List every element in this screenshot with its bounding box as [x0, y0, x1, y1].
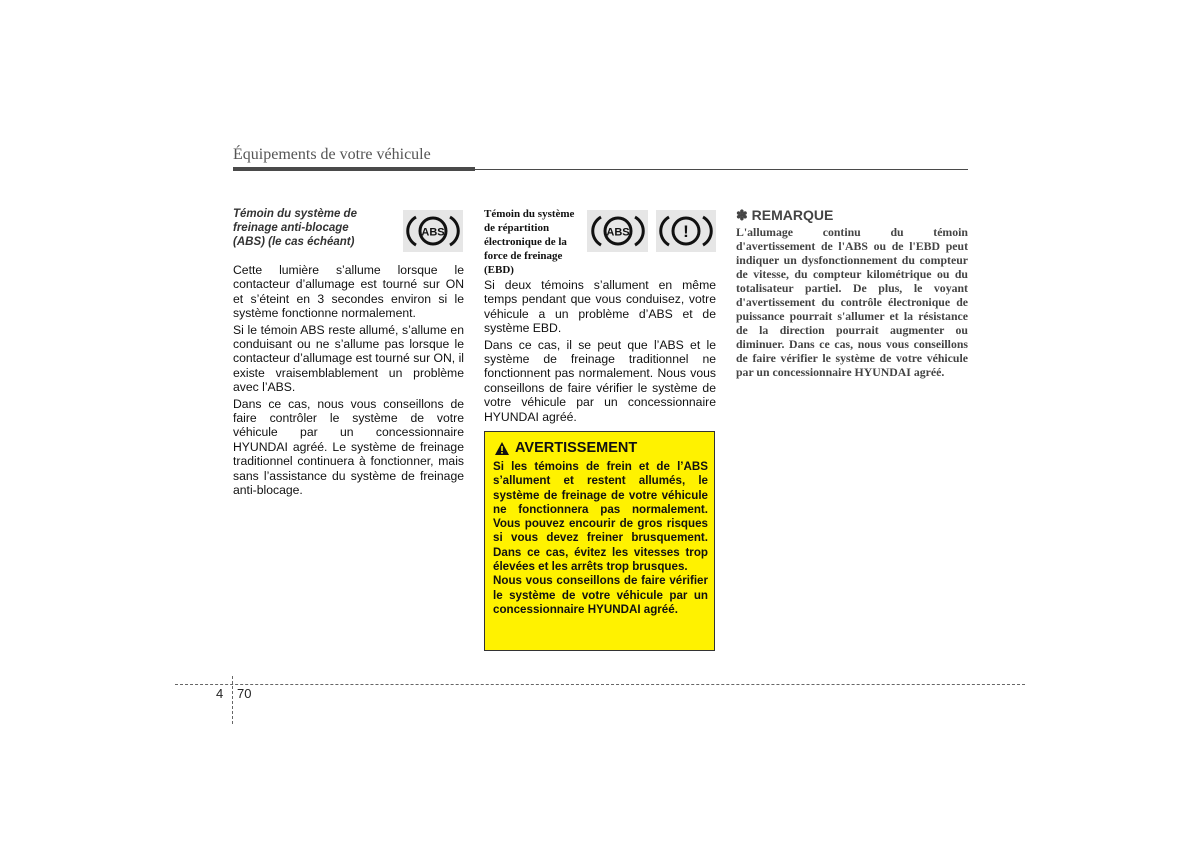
abs-heading: Témoin du système de freinage anti-blocage (ABS) (le cas échéant)	[233, 208, 357, 248]
ebd-paragraph-2: Dans ce cas, il se peut que l’ABS et le système de freinage traditionnel ne fonctionnent pas normalement. Nous vous conseillons de faire vérifier le système de votre véhicule par un concessionnaire HYUNDAI agréé.	[484, 337, 716, 424]
abs-section	[233, 207, 464, 500]
warning-text	[493, 460, 708, 617]
ebd-paragraph-1: Si deux témoins s’allument en même temps pendant que vous conduisez, votre véhicule a un problème d’ABS et de système EBD.	[484, 278, 716, 336]
brake-warning-icon-label: !	[683, 222, 689, 241]
abs-paragraph-3: Dans ce cas, nous vous conseillons de faire contrôler le système de votre véhicule par un concessionnaire HYUNDAI agréé. Le système de freinage traditionnel continuera à fonctionner, mais sans l’assistance du système de freinage anti-blocage.	[233, 396, 464, 498]
page-number: 70	[237, 686, 252, 701]
abs-paragraph-2: Si le témoin ABS reste allumé, s’allume en conduisant ou ne s’allume pas lorsque le contacteur d’allumage est tourné sur ON, il existe vraisemblablement un problème avec l’ABS.	[233, 322, 464, 395]
footer-rule	[175, 684, 1025, 685]
ebd-section	[484, 207, 716, 426]
warning-header	[495, 440, 637, 456]
note-title: ✽ REMARQUE	[736, 207, 834, 223]
warning-box	[484, 431, 715, 651]
note-text: L'allumage continu du témoin d'avertissement de l'ABS ou de l'EBD peut indiquer un dysfonctionnement du compteur de vitesse, du compteur kilométrique ou du totalisateur partiel. De plus, le voyant d'avertissement du contrôle électronique de puissance pourrait s'allumer et la résistance de la direction pourrait augmenter ou diminuer. Dans ce cas, nous vous conseillons de faire vérifier le système de votre véhicule par un concessionnaire HYUNDAI agréé.	[736, 225, 968, 379]
chapter-number: 4	[216, 686, 224, 701]
warning-triangle-icon	[495, 442, 509, 455]
warning-paragraph-2: Nous vous conseillons de faire vérifier le système de votre véhicule par un concessionnaire HYUNDAI agréé.	[493, 574, 708, 616]
header-rule	[233, 167, 475, 171]
note-section	[736, 207, 968, 379]
abs-icon-label: ABS	[421, 226, 445, 239]
page-title: Équipements de votre véhicule	[233, 146, 431, 163]
ebd-heading: Témoin du système de répartition électronique de la force de freinage (EBD)	[484, 208, 575, 276]
footer-divider	[232, 676, 233, 724]
abs-ebd-icon-label: ABS	[605, 226, 630, 239]
warning-paragraph-1: Si les témoins de frein et de l’ABS s’allument et restent allumés, le système de freinage de votre véhicule ne fonctionnera pas normalement. Vous pouvez encourir de gros risques si vous devez freiner brusquement. Dans ce cas, évitez les vitesses trop élevées et les arrêts trop brusques.	[493, 460, 708, 574]
warning-title: AVERTISSEMENT	[515, 440, 638, 456]
abs-paragraph-1: Cette lumière s’allume lorsque le contacteur d’allumage est tourné sur ON et s’éteint en 3 secondes environ si le système fonctionne normalement.	[233, 263, 464, 321]
header-rule-thin	[475, 169, 968, 170]
